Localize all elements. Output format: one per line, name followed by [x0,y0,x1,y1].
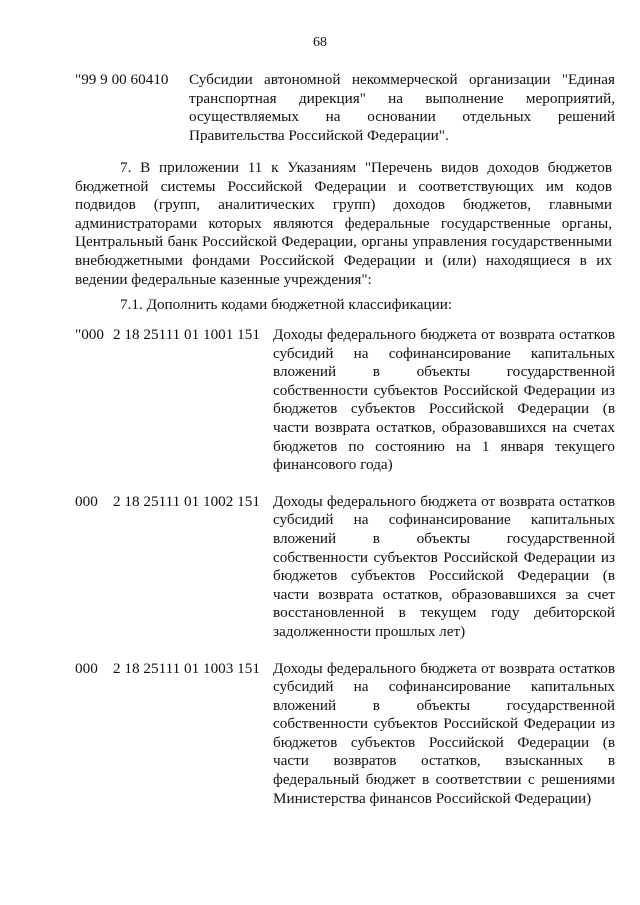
paragraph-7-1: 7.1. Дополнить кодами бюджетной классификации: [120,296,453,313]
entry-description: Доходы федерального бюджета от возврата остатков субсидий на софинансирование капитальных вложений в объекты государственной собственности субъектов Российской Федерации из бюджетов субъектов Российской Федерации (в части возвратов остатков, взысканных в федеральный бюджет в соответствии с решениями Министерства финансов Российской Федерации) [273,659,615,807]
entry-admin-code: 000 [75,492,98,510]
top-entry-description: Субсидии автономной некоммерческой организации "Единая транспортная дирекция" на выполнение мероприятий, осуществляемых на основании отдельных решений Правительства Российской Федерации". [189,71,615,144]
top-entry-code: "99 9 00 60410 [75,71,169,88]
paragraph-7: 7. В приложении 11 к Указаниям "Перечень видов доходов бюджетов бюджетной системы Российской Федерации и соответствующих им кодов подвидов (групп, аналитических групп) доходов бюджетов, главными администраторами которых являются федеральные государственные органы, Центральный банк Российской Федерации, органы управления государственными внебюджетными фондами Российской Федерации и (или) находящиеся в их ведении федеральные казенные учреждения": [75,159,612,288]
entry-budget-code: 2 18 25111 01 1001 151 [113,326,260,343]
top-code-entry [75,71,615,145]
classification-entry [75,493,615,642]
classification-entry [75,660,615,809]
entry-admin-code: "000 [75,326,104,343]
page-number: 68 [313,35,327,50]
entry-budget-code: 2 18 25111 01 1002 151 [113,492,260,510]
entry-description: Доходы федерального бюджета от возврата остатков субсидий на софинансирование капитальных вложений в объекты государственной собственности субъектов Российской Федерации из бюджетов субъектов Российской Федерации (в части возврата остатков, образовавшихся за счет восстановленной в текущем году дебиторской задолженности прошлых лет) [273,492,615,640]
entry-budget-code: 2 18 25111 01 1003 151 [113,659,260,677]
entry-admin-code: 000 [75,659,98,677]
classification-entry [75,326,615,475]
classification-entries [75,326,615,826]
entry-description: Доходы федерального бюджета от возврата остатков субсидий на софинансирование капитальных вложений в объекты государственной собственности субъектов Российской Федерации из бюджетов субъектов Российской Федерации (в части возврата остатков, образовавшихся на счетах бюджетов по состоянию на 1 января текущего финансового года) [273,326,615,474]
